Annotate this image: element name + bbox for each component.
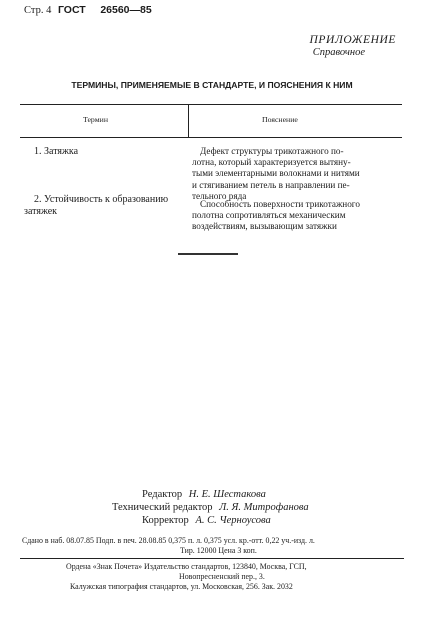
imprint-line-4: Новопресненский пер., 3. (179, 572, 265, 581)
explanation-2-line: воздействиям, вызывающим затяжки (192, 221, 337, 232)
explanation-1-line: Дефект структуры трикотажного по- (200, 146, 344, 156)
corrector-label: Корректор (142, 515, 189, 526)
term-2 (24, 194, 168, 218)
explanation-2-line: полотна сопротивляться механическим (192, 210, 346, 221)
term-2-line: затяжек (24, 206, 58, 217)
explanation-1-line: и стягиванием петель в направлении пе- (192, 179, 350, 190)
credits-block (112, 488, 309, 527)
explanation-1-line: тыми элементарными волокнами и нитями (192, 168, 360, 179)
editor-label: Редактор (142, 489, 183, 500)
imprint-rule (20, 558, 404, 559)
corrector-line (112, 514, 309, 527)
standard-number: 26560—85 (100, 4, 152, 16)
appendix-title: ПРИЛОЖЕНИЕ (309, 34, 396, 46)
tech-editor-label: Технический редактор (112, 502, 213, 513)
standard-label: ГОСТ (57, 4, 86, 16)
tech-editor-name: Л. Я. Митрофанова (219, 502, 309, 513)
table-header-rule (20, 137, 402, 138)
explanation-2-line: Способность поверхности трикотажного (200, 199, 360, 209)
page-title: ТЕРМИНЫ, ПРИМЕНЯЕМЫЕ В СТАНДАРТЕ, И ПОЯСНЕНИЯ К НИМ (71, 80, 353, 90)
column-header-explanation: Пояснение (262, 115, 298, 124)
editor-line (112, 488, 309, 501)
term-1: 1. Затяжка (34, 146, 79, 157)
imprint-line-2: Тир. 12000 Цена 3 коп. (180, 546, 257, 555)
explanation-2 (192, 199, 394, 233)
editor-name: Н. Е. Шестакова (188, 489, 266, 500)
end-of-text-rule (178, 253, 238, 255)
table-column-divider (188, 104, 189, 137)
imprint-line-3: Ордена «Знак Почета» Издательство стандартов, 123840, Москва, ГСП, (66, 562, 307, 571)
page-header (24, 4, 152, 16)
imprint-line-5: Калужская типография стандартов, ул. Московская, 256. Зак. 2032 (70, 582, 293, 591)
tech-editor-line (112, 501, 309, 514)
column-header-term: Термин (83, 115, 108, 124)
term-2-line: 2. Устойчивость к образованию (34, 194, 169, 205)
table-top-rule (20, 104, 402, 105)
page-label: Стр. 4 (24, 5, 52, 16)
corrector-name: А. С. Черноусова (195, 515, 271, 526)
explanation-1-line: лотна, который характеризуется вытяну- (192, 157, 351, 168)
appendix-subtitle: Справочное (312, 47, 365, 58)
explanation-1 (192, 146, 394, 202)
explanation-1-line: тельного ряда (192, 190, 247, 201)
imprint-line-1: Сдано в наб. 08.07.85 Подп. в печ. 28.08.85 0,375 п. л. 0,375 усл. кр.-отт. 0,22 уч.-изд. л. (22, 536, 315, 545)
